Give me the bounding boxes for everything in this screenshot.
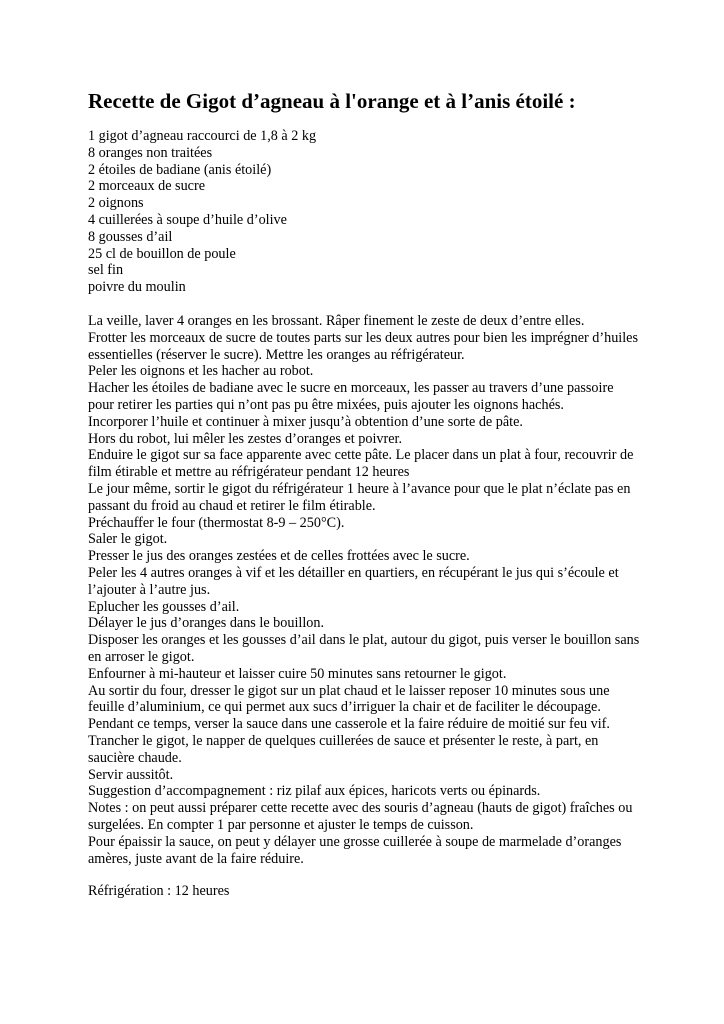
instruction-step: Le jour même, sortir le gigot du réfrigérateur 1 heure à l’avance pour que le plat n’éclate pas en passant du froid au chaud et retirer le film étirable. <box>88 480 631 514</box>
instruction-step: Servir aussitôt. <box>88 766 174 783</box>
instruction-list <box>88 313 640 867</box>
instruction-step: Peler les oignons et les hacher au robot. <box>88 363 314 380</box>
instruction-step: Préchauffer le four (thermostat 8-9 – 250°C). <box>88 514 345 531</box>
instruction-step: Eplucher les gousses d’ail. <box>88 598 240 615</box>
ingredient-item: 4 cuillerées à soupe d’huile d’olive <box>88 211 287 228</box>
instruction-step: Saler le gigot. <box>88 531 168 548</box>
ingredient-item: 2 oignons <box>88 195 144 212</box>
instruction-step: La veille, laver 4 oranges en les brossant. Râper finement le zeste de deux d’entre elles. <box>88 313 585 329</box>
instruction-step: Frotter les morceaux de sucre de toutes parts sur les deux autres pour bien les imprégner d’huiles essentielles (réserver le sucre). Mettre les oranges au réfrigérateur. <box>88 329 638 363</box>
ingredient-item: sel fin <box>88 262 124 279</box>
instruction-step: Presser le jus des oranges zestées et de celles frottées avec le sucre. <box>88 548 470 565</box>
ingredient-item: 8 gousses d’ail <box>88 228 173 245</box>
ingredient-item: 25 cl de bouillon de poule <box>88 245 236 262</box>
instruction-step: Hacher les étoiles de badiane avec le sucre en morceaux, les passer au travers d’une passoire pour retirer les parties qui n’ont pas pu être mixées, puis ajouter les oignons hachés. <box>88 380 614 413</box>
instruction-step: Disposer les oranges et les gousses d’ail dans le plat, autour du gigot, puis verser le bouillon sans en arroser le gigot. <box>88 632 640 665</box>
instruction-step: Enduire le gigot sur sa face apparente avec cette pâte. Le placer dans un plat à four, recouvrir de film étirable et mettre au réfrigérateur pendant 12 heures <box>88 447 634 481</box>
instruction-step: Incorporer l’huile et continuer à mixer jusqu’à obtention d’une sorte de pâte. <box>88 413 523 430</box>
instruction-step: Notes : on peut aussi préparer cette recette avec des souris d’agneau (hauts de gigot) fraîches ou surgelées. En compter 1 par personne et ajuster le temps de cuisson. <box>88 800 633 833</box>
instruction-step: Au sortir du four, dresser le gigot sur un plat chaud et le laisser reposer 10 minutes sous une feuille d’aluminium, ce qui permet aux sucs d’irriguer la chair et de faciliter le découpage. <box>88 682 610 716</box>
refrigeration-note: Réfrigération : 12 heures <box>88 883 230 899</box>
ingredient-item: 1 gigot d’agneau raccourci de 1,8 à 2 kg <box>88 128 317 144</box>
instruction-step: Enfourner à mi-hauteur et laisser cuire 50 minutes sans retourner le gigot. <box>88 665 507 682</box>
ingredient-item: poivre du moulin <box>88 279 186 296</box>
instruction-step: Délayer le jus d’oranges dans le bouillon. <box>88 615 324 632</box>
ingredient-list <box>88 128 316 296</box>
ingredient-item: 8 oranges non traitées <box>88 144 213 161</box>
instruction-step: Suggestion d’accompagnement : riz pilaf aux épices, haricots verts ou épinards. <box>88 783 541 800</box>
recipe-title: Recette de Gigot d’agneau à l'orange et à l’anis étoilé : <box>88 89 576 113</box>
instruction-step: Peler les 4 autres oranges à vif et les détailler en quartiers, en récupérant le jus qui s’écoule et l’ajouter à l’autre jus. <box>88 564 619 598</box>
instruction-step: Pour épaissir la sauce, on peut y délayer une grosse cuillerée à soupe de marmelade d’oranges amères, juste avant de la faire réduire. <box>88 833 622 867</box>
ingredient-item: 2 étoiles de badiane (anis étoilé) <box>88 161 272 178</box>
instruction-step: Hors du robot, lui mêler les zestes d’oranges et poivrer. <box>88 430 403 447</box>
instruction-step: Pendant ce temps, verser la sauce dans une casserole et la faire réduire de moitié sur feu vif. <box>88 716 610 733</box>
instruction-step: Trancher le gigot, le napper de quelques cuillerées de sauce et présenter le reste, à part, en saucière chaude. <box>88 732 599 766</box>
ingredient-item: 2 morceaux de sucre <box>88 178 205 195</box>
